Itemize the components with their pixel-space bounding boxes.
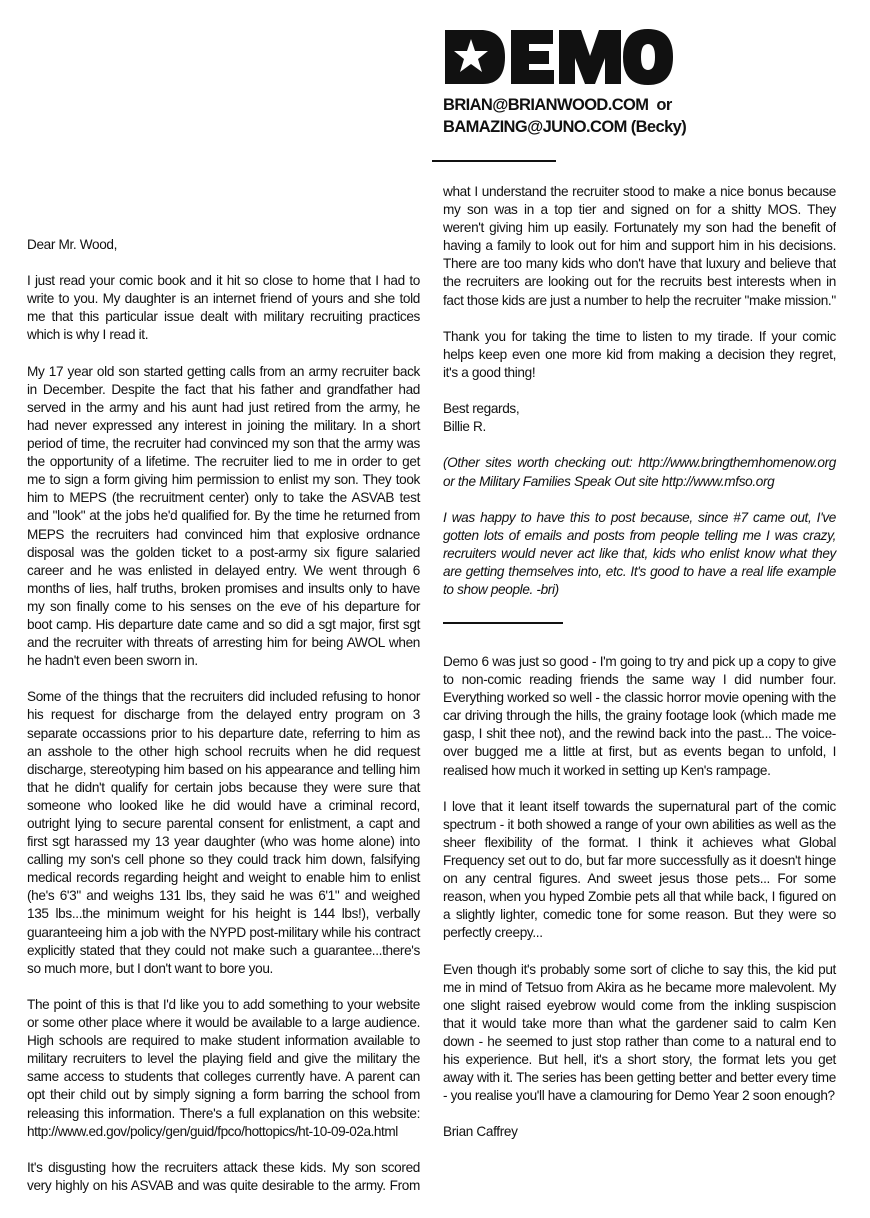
letter1-paragraph-2: My 17 year old son started getting calls from an army recruiter back in December. Despite the fact that his father and grandfather had served in the army and his aunt had just retired from the army, he had never expressed any interest in joining the military. In a short period of time, the recruiter had convinced my son that the army was the opportunity of a lifetime. The recruiter lied to me in order to get me to sign a form giving him permission to enlist my son. They took him to MEPS (the recruitment center) only to take the ASVAB test and "look" at the jobs he'd qualified for. By the time he returned from MEPS the recruiters had convinced him that explosive ordnance disposal was the golden ticket to a post-army six figure salaried career and he was enlisted in delayed entry. We went through 6 months of lies, half truths, broken promises and insults only to have my son finally come to his senses on the eve of his departure for boot camp. His departure date came and so did a sgt major, first sgt and the recruiter with threats of arresting him for being AWOL when he hadn't even been sworn in. [27,363,420,669]
signature-billie: Billie R. [443,419,486,435]
letter1-paragraph-1: I just read your comic book and it hit so close to home that I had to write to you. My daughter is an internet friend of yours and she told me that this particular issue dealt with military recruiting practices which is why I read it. [27,273,420,343]
letter1-paragraph-6: Thank you for taking the time to listen to my tirade. If your comic helps keep even one more kid from making a decision they regret, it's a good thing! [443,328,836,380]
letter1-paragraph-5-continued [443,183,836,310]
demo-logo [443,26,675,88]
editor-note-response: I was happy to have this to post because, since #7 came out, I've gotten lots of emails and posts from people telling me I was crazy, recruiters would never act like that, kids who enlist know what they are getting themselves into, etc. It's good to have a real life example to show people. -bri) [443,509,836,598]
divider-top [432,160,556,162]
closing-text: Best regards, [443,401,520,417]
letter1-paragraph-4-text: The point of this is that I'd like you to add something to your website or some other place where it would be available to a large audience. High schools are required to make student information available to military recruiters to level the playing field and give the military the same access to students that colleges currently have. A parent can opt their child out by simply signing a form barring the school from releasing this information. There's a full explanation on this website: [27,996,420,1121]
letter2-paragraph-2: I love that it leant itself towards the supernatural part of the comic spectrum - it both showed a range of your own abilities as well as the sheer flexibility of the format. I think it achieves what Global Frequency set out to do, but far more successfully as it doesn't hinge on any central figures. And sweet jesus those pets... For some reason, when you hyped Zombie pets all that while back, I figured on a slightly lighter, comedic tone for some reason. But they were so perfectly creepy... [443,798,836,941]
letter2-signature: Brian Caffrey [443,1124,518,1140]
contact-info [443,94,686,138]
letter1-paragraph-4 [27,996,420,1141]
contact-email-brian[interactable]: BRIAN@BRIANWOOD.COM or [443,96,672,114]
letter2-paragraph-1: Demo 6 was just so good - I'm going to try and pick up a copy to give to non-comic reading friends the same way I did number four. Everything worked so well - the classic horror movie opening with the car driving through the hills, the grainy footage look (which made me gasp, I shit thee not), and the rewind back into the past... The voice-over bugged me a little at first, but as events began to unfold, I realised how much it worked in setting up Ken's rampage. [443,654,836,778]
letter1-paragraph-3: Some of the things that the recruiters did included refusing to honor his request for discharge from the delayed entry program on 3 separate occassions prior to his departure date, referring to him as an asshole to the other high school recruits when he did request discharge, stereotyping him based on his appearance and telling him that he didn't qualify for certain jobs because they were sure that someone who looked like he did would have a criminal record, outright lying to secure parental consent for enlistment, a capt and first sgt harassed my 13 year daughter (who was home alone) into calling my son's cell phone so they could track him down, falsifying medical records regarding height and weight to enable him to enlist (he's 6'3" and weighs 131 lbs, they said he was 6'1" and weighed 135 lbs...the minimum weight for his height is 144 lbs!), verbally guaranteeing him a job with the NYPD post-military while his contract explicitly stated that they could not make such a guarantee...there's so much more, but I don't want to bore you. [27,689,420,976]
letter1-closing [443,400,836,436]
paragraph-5-continued-text: what I understand the recruiter stood to make a nice bonus because my son was in a top tier and signed on for a shitty MOS. They weren't giving him up easily. Fortunately my son had the benefit of having a family to look out for him and support him in his decisions. There are too many kids who don't have that luxury and believe that the recruiters are looking out for the recruits best interests when in fact those kids are just a number to help the recruiter "make mission." [443,184,836,308]
contact-email-becky[interactable]: BAMAZING@JUNO.COM (Becky) [443,118,687,136]
left-column [27,236,420,1213]
right-column [443,183,836,617]
divider-middle [443,622,563,624]
education-policy-link[interactable]: http://www.ed.gov/policy/gen/guid/fpco/hottopics/ht-10-09-02a.html [27,1123,398,1139]
letter2-paragraph-3: Even though it's probably some sort of cliche to say this, the kid put me in mind of Tetsuo from Akira as he became more malevolent. My one slight raised eyebrow would come from the inkling suspiscion that it would take more than what the gardener said to calm Ken down - he seemed to just stop rather than come to a natural end to his experience. But hell, it's a short story, the format lets you get away with it. The series has been getting better and better every time - you realise you'll have a clamouring for Demo Year 2 soon enough? [443,961,836,1104]
editor-note-links: (Other sites worth checking out: http://www.bringthemhomenow.org or the Military Families Speak Out site http://www.mfso.org [443,455,836,489]
salutation: Dear Mr. Wood, [27,237,118,252]
letter2 [443,653,836,1160]
letter1-paragraph-5: It's disgusting how the recruiters attack these kids. My son scored very highly on his ASVAB and was quite desirable to the army. From [27,1159,420,1193]
demo-logo-art [443,26,675,88]
